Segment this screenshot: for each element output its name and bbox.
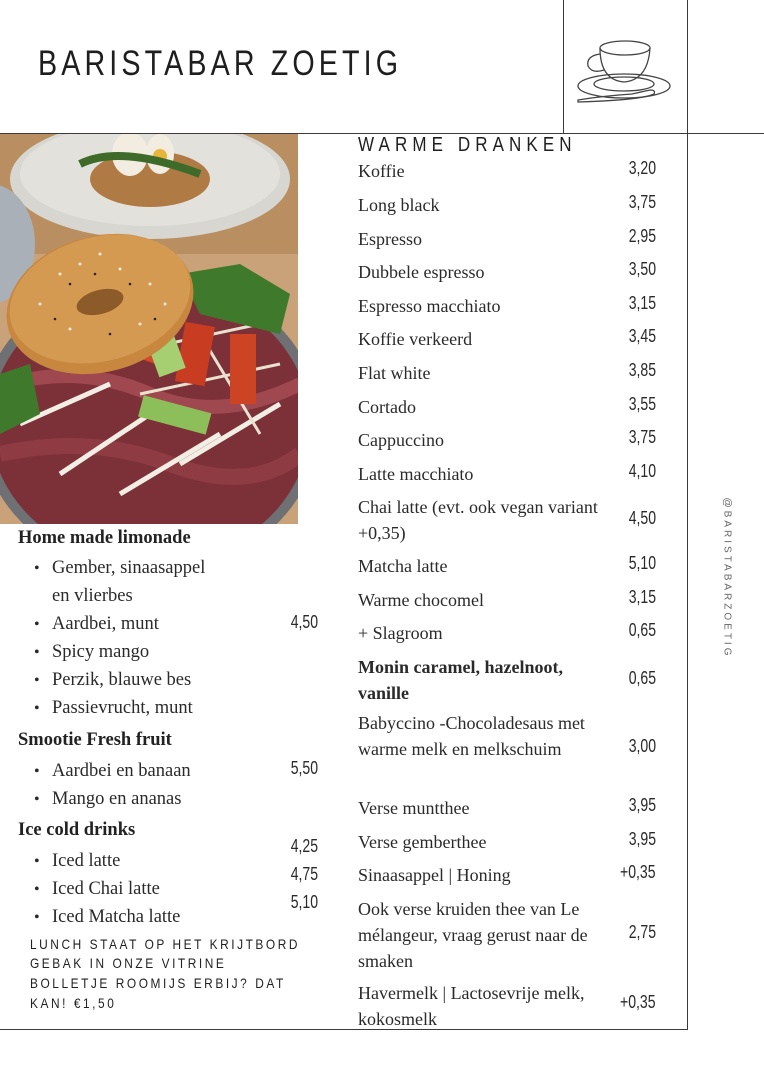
- menu-item-price: 3,15: [628, 293, 656, 313]
- section-heading-smoothie: Smootie Fresh fruit: [18, 730, 172, 750]
- menu-item-price: 3,20: [628, 158, 656, 178]
- list-item: • Perzik, blauwe bes: [34, 666, 191, 695]
- menu-item-name: Flat white: [358, 363, 431, 383]
- menu-item-name: Cortado: [358, 397, 416, 417]
- section-heading-limonade: Home made limonade: [18, 528, 191, 548]
- menu-item-price: 3,00: [628, 736, 656, 756]
- list-item: • Gember, sinaasappel: [34, 554, 205, 583]
- menu-item-name: Monin caramel, hazelnoot, vanille: [358, 657, 563, 703]
- iced-latte-price: 4,25: [290, 836, 318, 856]
- menu-item-name: Koffie: [358, 161, 405, 181]
- menu-item-price: 2,75: [628, 922, 656, 942]
- menu-item-price: 5,10: [628, 553, 656, 573]
- menu-item-name: + Slagroom: [358, 623, 443, 643]
- limonade-price: 4,50: [290, 612, 318, 632]
- menu-item-name: Matcha latte: [358, 556, 448, 576]
- bullet-icon: •: [34, 881, 40, 898]
- menu-item-name: Ook verse kruiden thee van Le mélangeur, vraag gerust naar de smaken: [358, 899, 588, 971]
- icon-box-left-border: [563, 0, 564, 133]
- menu-item-name: Dubbele espresso: [358, 262, 485, 282]
- menu-item-name: Koffie verkeerd: [358, 329, 473, 349]
- bullet-icon: •: [34, 672, 40, 689]
- menu-item-price: 0,65: [628, 620, 656, 640]
- menu-item-name: Espresso macchiato: [358, 296, 501, 316]
- smoothie-price: 5,50: [290, 758, 318, 778]
- menu-item-price: 3,50: [628, 259, 656, 279]
- menu-item-name: Babyccino -Chocoladesaus met warme melk en melkschuim: [358, 713, 585, 759]
- iced-matcha-price: 5,10: [290, 892, 318, 912]
- menu-item-name: Verse gemberthee: [358, 832, 487, 852]
- list-item: • Aardbei en banaan: [34, 757, 191, 786]
- menu-item-price: 3,55: [628, 394, 656, 414]
- note-line: LUNCH STAAT OP HET KRIJTBORD: [30, 936, 300, 952]
- list-item: • Iced Matcha latte: [34, 903, 180, 932]
- list-item: • Spicy mango: [34, 638, 149, 667]
- bullet-icon: •: [34, 791, 40, 808]
- menu-item-name: Cappuccino: [358, 430, 444, 450]
- menu-item-name: Sinaasappel | Honing: [358, 865, 511, 885]
- instagram-handle: @BARISTABARZOETIG: [721, 497, 733, 659]
- bullet-icon: •: [34, 763, 40, 780]
- list-item: • Iced latte: [34, 847, 120, 876]
- iced-chai-price: 4,75: [290, 864, 318, 884]
- menu-item-price: 3,95: [628, 795, 656, 815]
- menu-item-price: 3,95: [628, 829, 656, 849]
- right-margin-line: [687, 0, 688, 1030]
- note-line: KAN! €1,50: [30, 995, 117, 1011]
- menu-item-name: Long black: [358, 195, 440, 215]
- list-item-continuation: en vlierbes: [52, 586, 133, 606]
- bagel-food-photo: [0, 134, 298, 524]
- menu-item-price: 2,95: [628, 226, 656, 246]
- bullet-icon: •: [34, 909, 40, 926]
- menu-item-price: +0,35: [620, 862, 656, 882]
- menu-item-price: 3,45: [628, 326, 656, 346]
- page-title: BARISTABAR ZOETIG: [38, 44, 403, 83]
- menu-item-price: 4,50: [628, 508, 656, 528]
- list-item: • Aardbei, munt: [34, 610, 159, 639]
- bullet-icon: •: [34, 644, 40, 661]
- bullet-icon: •: [34, 853, 40, 870]
- menu-item-name: Espresso: [358, 229, 422, 249]
- menu-item-price: 3,15: [628, 587, 656, 607]
- list-item: • Mango en ananas: [34, 785, 181, 814]
- menu-item-price: 4,10: [628, 461, 656, 481]
- menu-item-name: Chai latte (evt. ook vegan variant +0,35): [358, 497, 598, 543]
- menu-item-name: Latte macchiato: [358, 464, 474, 484]
- section-heading-ice-cold: Ice cold drinks: [18, 820, 136, 840]
- menu-item-price: 3,85: [628, 360, 656, 380]
- menu-item-price: 0,65: [628, 668, 656, 688]
- section-heading-warme-dranken: WARME DRANKEN: [358, 134, 577, 156]
- bullet-icon: •: [34, 616, 40, 633]
- menu-item-name: Warme chocomel: [358, 590, 484, 610]
- bullet-icon: •: [34, 560, 40, 577]
- list-item: • Passievrucht, munt: [34, 694, 193, 723]
- note-line: GEBAK IN ONZE VITRINE: [30, 955, 227, 971]
- menu-item-name: Havermelk | Lactosevrije melk, kokosmelk: [358, 983, 585, 1029]
- menu-item-name: Verse muntthee: [358, 798, 470, 818]
- bullet-icon: •: [34, 700, 40, 717]
- menu-item-price: 3,75: [628, 427, 656, 447]
- coffee-cup-icon: [572, 26, 676, 110]
- menu-item-price: 3,75: [628, 192, 656, 212]
- menu-item-price: +0,35: [620, 992, 656, 1012]
- list-item: • Iced Chai latte: [34, 875, 160, 904]
- note-line: BOLLETJE ROOMIJS ERBIJ? DAT: [30, 975, 286, 991]
